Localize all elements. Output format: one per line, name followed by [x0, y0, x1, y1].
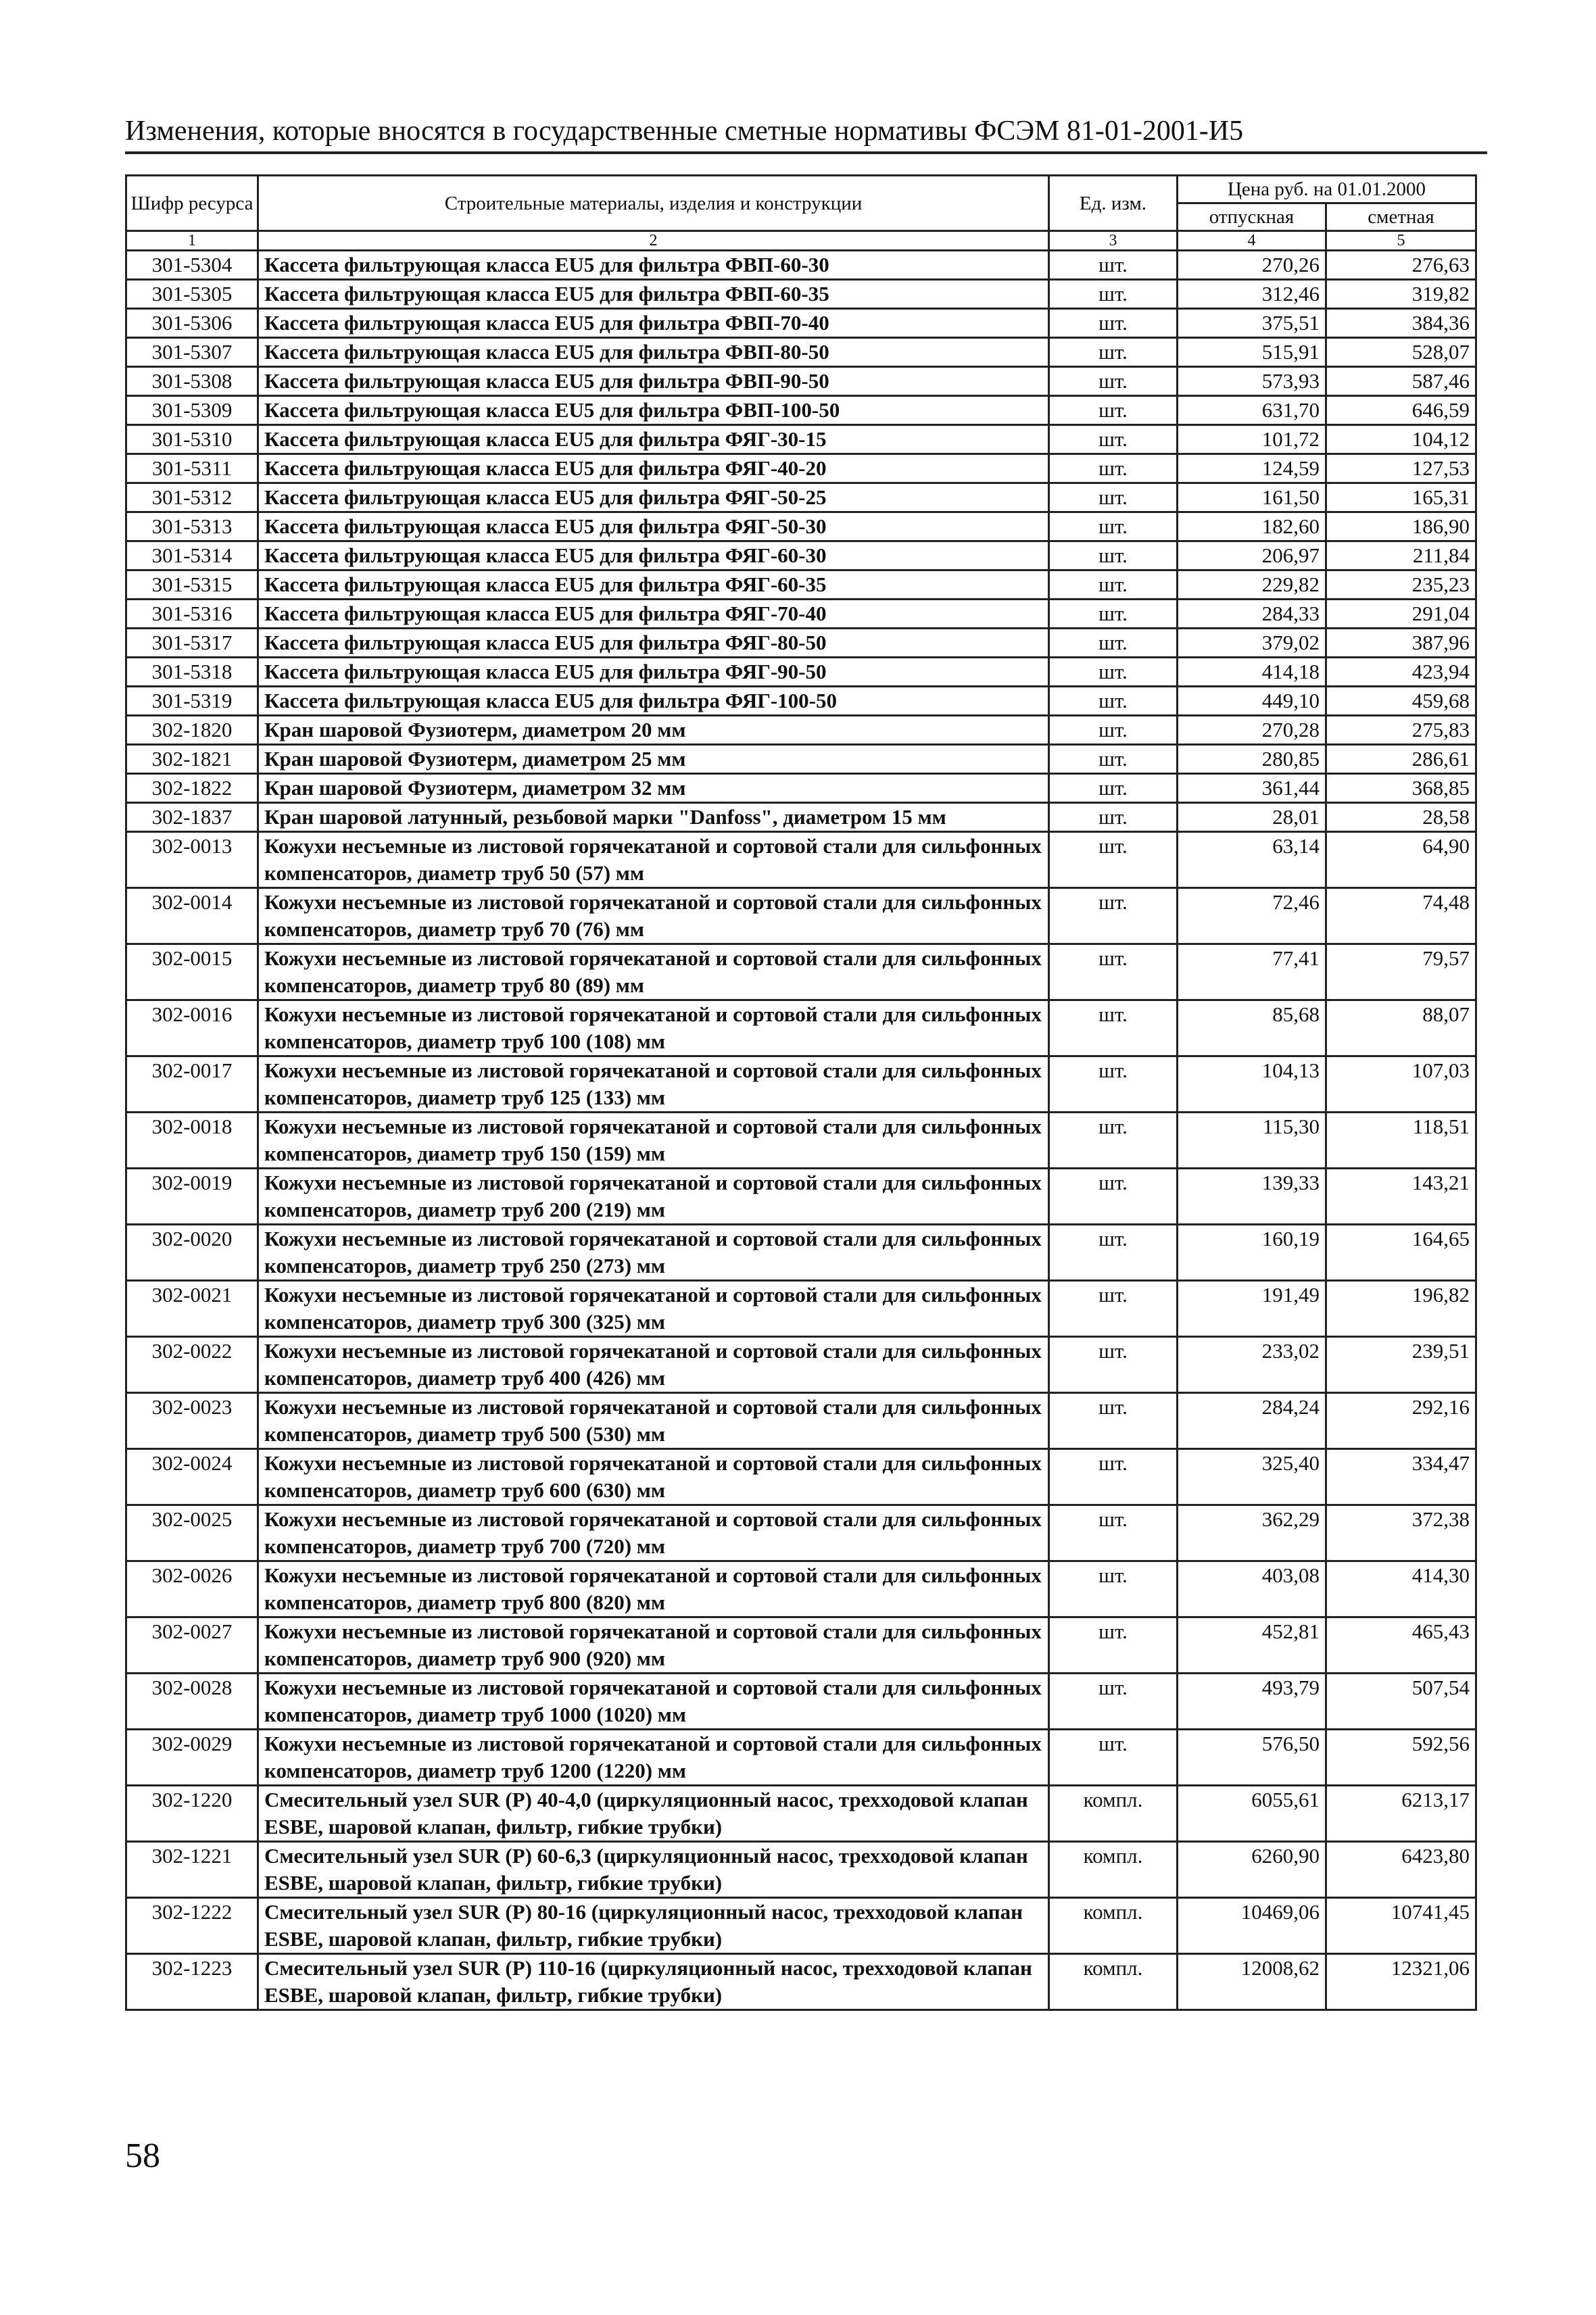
estimate-price: 276,63 — [1326, 251, 1476, 280]
table-row — [126, 367, 1476, 396]
material-name: Кассета фильтрующая класса EU5 для фильтра ФЯГ-70-40 — [258, 600, 1049, 629]
table-row — [126, 1617, 1476, 1674]
estimate-price: 74,48 — [1326, 888, 1476, 944]
unit-of-measure: компл. — [1049, 1954, 1178, 2010]
release-price: 160,19 — [1178, 1225, 1326, 1281]
estimate-price: 292,16 — [1326, 1393, 1476, 1449]
estimate-price: 239,51 — [1326, 1337, 1476, 1393]
table-row — [126, 1393, 1476, 1449]
column-number: 1 — [126, 231, 258, 251]
release-price: 6055,61 — [1178, 1786, 1326, 1842]
resource-code: 301-5315 — [126, 570, 258, 600]
release-price: 515,91 — [1178, 338, 1326, 367]
release-price: 229,82 — [1178, 570, 1326, 600]
release-price: 270,26 — [1178, 251, 1326, 280]
estimate-price: 164,65 — [1326, 1225, 1476, 1281]
release-price: 233,02 — [1178, 1337, 1326, 1393]
material-name: Кран шаровой Фузиотерм, диаметром 25 мм — [258, 745, 1049, 774]
resource-code: 301-5319 — [126, 687, 258, 716]
unit-of-measure: шт. — [1049, 425, 1178, 454]
release-price: 493,79 — [1178, 1674, 1326, 1730]
resource-code: 302-0029 — [126, 1730, 258, 1786]
col-header-estimate-price: сметная — [1326, 203, 1476, 231]
table-row — [126, 1561, 1476, 1617]
estimate-price: 143,21 — [1326, 1169, 1476, 1225]
table-row — [126, 832, 1476, 888]
resource-code: 302-0021 — [126, 1281, 258, 1337]
unit-of-measure: шт. — [1049, 483, 1178, 512]
resource-code: 301-5316 — [126, 600, 258, 629]
table-row — [126, 1898, 1476, 1954]
table-row — [126, 309, 1476, 338]
unit-of-measure: шт. — [1049, 1000, 1178, 1056]
release-price: 379,02 — [1178, 629, 1326, 658]
unit-of-measure: шт. — [1049, 1281, 1178, 1337]
resource-code: 302-0022 — [126, 1337, 258, 1393]
unit-of-measure: шт. — [1049, 629, 1178, 658]
material-name: Кассета фильтрующая класса EU5 для фильтра ФЯГ-80-50 — [258, 629, 1049, 658]
release-price: 280,85 — [1178, 745, 1326, 774]
estimate-price: 465,43 — [1326, 1617, 1476, 1674]
unit-of-measure: шт. — [1049, 716, 1178, 745]
column-number: 5 — [1326, 231, 1476, 251]
material-name: Кожухи несъемные из листовой горячекатаной и сортовой стали для сильфонных компенсаторов, диаметр труб 50 (57) мм — [258, 832, 1049, 888]
estimate-price: 528,07 — [1326, 338, 1476, 367]
unit-of-measure: шт. — [1049, 600, 1178, 629]
table-row — [126, 1842, 1476, 1898]
release-price: 182,60 — [1178, 512, 1326, 541]
release-price: 6260,90 — [1178, 1842, 1326, 1898]
release-price: 414,18 — [1178, 658, 1326, 687]
material-name: Кожухи несъемные из листовой горячекатаной и сортовой стали для сильфонных компенсаторов, диаметр труб 800 (820) мм — [258, 1561, 1049, 1617]
table-row — [126, 1505, 1476, 1561]
estimate-price: 211,84 — [1326, 541, 1476, 570]
estimate-price: 507,54 — [1326, 1674, 1476, 1730]
release-price: 284,33 — [1178, 600, 1326, 629]
table-row — [126, 1674, 1476, 1730]
unit-of-measure: компл. — [1049, 1898, 1178, 1954]
release-price: 325,40 — [1178, 1449, 1326, 1505]
material-name: Кожухи несъемные из листовой горячекатаной и сортовой стали для сильфонных компенсаторов, диаметр труб 250 (273) мм — [258, 1225, 1049, 1281]
unit-of-measure: компл. — [1049, 1786, 1178, 1842]
material-name: Кассета фильтрующая класса EU5 для фильтра ФВП-60-30 — [258, 251, 1049, 280]
table-row — [126, 1337, 1476, 1393]
material-name: Кран шаровой Фузиотерм, диаметром 32 мм — [258, 774, 1049, 803]
release-price: 403,08 — [1178, 1561, 1326, 1617]
table-row — [126, 888, 1476, 944]
release-price: 206,97 — [1178, 541, 1326, 570]
material-name: Кран шаровой Фузиотерм, диаметром 20 мм — [258, 716, 1049, 745]
unit-of-measure: шт. — [1049, 251, 1178, 280]
estimate-price: 6213,17 — [1326, 1786, 1476, 1842]
resource-code: 302-1822 — [126, 774, 258, 803]
release-price: 77,41 — [1178, 944, 1326, 1000]
estimate-price: 127,53 — [1326, 454, 1476, 483]
material-name: Кожухи несъемные из листовой горячекатаной и сортовой стали для сильфонных компенсаторов, диаметр труб 70 (76) мм — [258, 888, 1049, 944]
material-name: Кассета фильтрующая класса EU5 для фильтра ФЯГ-60-30 — [258, 541, 1049, 570]
estimate-price: 12321,06 — [1326, 1954, 1476, 2010]
table-row — [126, 1730, 1476, 1786]
unit-of-measure: компл. — [1049, 1842, 1178, 1898]
estimate-price: 334,47 — [1326, 1449, 1476, 1505]
estimate-price: 235,23 — [1326, 570, 1476, 600]
col-header-release-price: отпускная — [1178, 203, 1326, 231]
material-name: Кассета фильтрующая класса EU5 для фильтра ФЯГ-30-15 — [258, 425, 1049, 454]
resource-code: 302-1221 — [126, 1842, 258, 1898]
resource-code: 301-5314 — [126, 541, 258, 570]
material-name: Смесительный узел SUR (P) 80-16 (циркуляционный насос, трехходовой клапан ESBE, шаровой клапан, фильтр, гибкие трубки) — [258, 1898, 1049, 1954]
table-row — [126, 483, 1476, 512]
material-name: Смесительный узел SUR (P) 60-6,3 (циркуляционный насос, трехходовой клапан ESBE, шаровой клапан, фильтр, гибкие трубки) — [258, 1842, 1049, 1898]
resource-code: 301-5306 — [126, 309, 258, 338]
table-row — [126, 338, 1476, 367]
unit-of-measure: шт. — [1049, 658, 1178, 687]
release-price: 63,14 — [1178, 832, 1326, 888]
resource-code: 301-5308 — [126, 367, 258, 396]
material-name: Кожухи несъемные из листовой горячекатаной и сортовой стали для сильфонных компенсаторов, диаметр труб 150 (159) мм — [258, 1113, 1049, 1169]
unit-of-measure: шт. — [1049, 888, 1178, 944]
estimate-price: 368,85 — [1326, 774, 1476, 803]
resource-code: 302-0023 — [126, 1393, 258, 1449]
material-name: Кассета фильтрующая класса EU5 для фильтра ФЯГ-60-35 — [258, 570, 1049, 600]
release-price: 375,51 — [1178, 309, 1326, 338]
release-price: 161,50 — [1178, 483, 1326, 512]
table-row — [126, 1169, 1476, 1225]
resource-code: 302-0026 — [126, 1561, 258, 1617]
material-name: Кожухи несъемные из листовой горячекатаной и сортовой стали для сильфонных компенсаторов, диаметр труб 1000 (1020) мм — [258, 1674, 1049, 1730]
unit-of-measure: шт. — [1049, 570, 1178, 600]
release-price: 115,30 — [1178, 1113, 1326, 1169]
resource-code: 301-5304 — [126, 251, 258, 280]
material-name: Кожухи несъемные из листовой горячекатаной и сортовой стали для сильфонных компенсаторов, диаметр труб 1200 (1220) мм — [258, 1730, 1049, 1786]
release-price: 12008,62 — [1178, 1954, 1326, 2010]
material-name: Смесительный узел SUR (P) 40-4,0 (циркуляционный насос, трехходовой клапан ESBE, шаровой клапан, фильтр, гибкие трубки) — [258, 1786, 1049, 1842]
table-row — [126, 803, 1476, 832]
col-header-price-group: Цена руб. на 01.01.2000 — [1178, 176, 1476, 203]
estimate-price: 107,03 — [1326, 1056, 1476, 1113]
unit-of-measure: шт. — [1049, 338, 1178, 367]
material-name: Кожухи несъемные из листовой горячекатаной и сортовой стали для сильфонных компенсаторов, диаметр труб 300 (325) мм — [258, 1281, 1049, 1337]
materials-price-table — [125, 174, 1477, 2011]
estimate-price: 384,36 — [1326, 309, 1476, 338]
table-row — [126, 1056, 1476, 1113]
table-row — [126, 716, 1476, 745]
column-number: 4 — [1178, 231, 1326, 251]
estimate-price: 165,31 — [1326, 483, 1476, 512]
release-price: 576,50 — [1178, 1730, 1326, 1786]
table-row — [126, 512, 1476, 541]
table-row — [126, 1786, 1476, 1842]
unit-of-measure: шт. — [1049, 832, 1178, 888]
estimate-price: 64,90 — [1326, 832, 1476, 888]
resource-code: 301-5318 — [126, 658, 258, 687]
estimate-price: 275,83 — [1326, 716, 1476, 745]
release-price: 362,29 — [1178, 1505, 1326, 1561]
material-name: Кожухи несъемные из листовой горячекатаной и сортовой стали для сильфонных компенсаторов, диаметр труб 500 (530) мм — [258, 1393, 1049, 1449]
estimate-price: 423,94 — [1326, 658, 1476, 687]
header-row-1 — [126, 176, 1476, 203]
resource-code: 302-1223 — [126, 1954, 258, 2010]
resource-code: 302-0020 — [126, 1225, 258, 1281]
material-name: Кассета фильтрующая класса EU5 для фильтра ФЯГ-100-50 — [258, 687, 1049, 716]
material-name: Кассета фильтрующая класса EU5 для фильтра ФЯГ-90-50 — [258, 658, 1049, 687]
unit-of-measure: шт. — [1049, 1505, 1178, 1561]
unit-of-measure: шт. — [1049, 280, 1178, 309]
table-row — [126, 944, 1476, 1000]
table-row — [126, 774, 1476, 803]
resource-code: 302-1820 — [126, 716, 258, 745]
material-name: Кожухи несъемные из листовой горячекатаной и сортовой стали для сильфонных компенсаторов, диаметр труб 400 (426) мм — [258, 1337, 1049, 1393]
unit-of-measure: шт. — [1049, 774, 1178, 803]
table-row — [126, 600, 1476, 629]
resource-code: 301-5313 — [126, 512, 258, 541]
material-name: Кассета фильтрующая класса EU5 для фильтра ФЯГ-50-30 — [258, 512, 1049, 541]
table-row — [126, 1000, 1476, 1056]
material-name: Кассета фильтрующая класса EU5 для фильтра ФВП-100-50 — [258, 396, 1049, 425]
unit-of-measure: шт. — [1049, 512, 1178, 541]
unit-of-measure: шт. — [1049, 687, 1178, 716]
resource-code: 302-0014 — [126, 888, 258, 944]
table-row — [126, 541, 1476, 570]
table-row — [126, 280, 1476, 309]
release-price: 284,24 — [1178, 1393, 1326, 1449]
table-row — [126, 1954, 1476, 2010]
col-header-name: Строительные материалы, изделия и конструкции — [258, 176, 1049, 231]
material-name: Кран шаровой латунный, резьбовой марки "Danfoss", диаметром 15 мм — [258, 803, 1049, 832]
estimate-price: 118,51 — [1326, 1113, 1476, 1169]
release-price: 10469,06 — [1178, 1898, 1326, 1954]
estimate-price: 186,90 — [1326, 512, 1476, 541]
material-name: Смесительный узел SUR (P) 110-16 (циркуляционный насос, трехходовой клапан ESBE, шаровой клапан, фильтр, гибкие трубки) — [258, 1954, 1049, 2010]
material-name: Кассета фильтрующая класса EU5 для фильтра ФВП-60-35 — [258, 280, 1049, 309]
resource-code: 302-0017 — [126, 1056, 258, 1113]
estimate-price: 372,38 — [1326, 1505, 1476, 1561]
estimate-price: 387,96 — [1326, 629, 1476, 658]
material-name: Кассета фильтрующая класса EU5 для фильтра ФВП-90-50 — [258, 367, 1049, 396]
unit-of-measure: шт. — [1049, 396, 1178, 425]
resource-code: 302-0025 — [126, 1505, 258, 1561]
release-price: 104,13 — [1178, 1056, 1326, 1113]
table-row — [126, 658, 1476, 687]
material-name: Кассета фильтрующая класса EU5 для фильтра ФВП-70-40 — [258, 309, 1049, 338]
column-number: 3 — [1049, 231, 1178, 251]
unit-of-measure: шт. — [1049, 454, 1178, 483]
release-price: 72,46 — [1178, 888, 1326, 944]
resource-code: 302-1837 — [126, 803, 258, 832]
table-row — [126, 570, 1476, 600]
unit-of-measure: шт. — [1049, 1674, 1178, 1730]
estimate-price: 459,68 — [1326, 687, 1476, 716]
resource-code: 302-0028 — [126, 1674, 258, 1730]
release-price: 191,49 — [1178, 1281, 1326, 1337]
material-name: Кожухи несъемные из листовой горячекатаной и сортовой стали для сильфонных компенсаторов, диаметр труб 100 (108) мм — [258, 1000, 1049, 1056]
resource-code: 302-0015 — [126, 944, 258, 1000]
resource-code: 301-5305 — [126, 280, 258, 309]
estimate-price: 79,57 — [1326, 944, 1476, 1000]
resource-code: 301-5309 — [126, 396, 258, 425]
estimate-price: 104,12 — [1326, 425, 1476, 454]
resource-code: 302-0024 — [126, 1449, 258, 1505]
unit-of-measure: шт. — [1049, 1730, 1178, 1786]
resource-code: 301-5317 — [126, 629, 258, 658]
material-name: Кассета фильтрующая класса EU5 для фильтра ФЯГ-50-25 — [258, 483, 1049, 512]
table-row — [126, 687, 1476, 716]
unit-of-measure: шт. — [1049, 944, 1178, 1000]
release-price: 631,70 — [1178, 396, 1326, 425]
estimate-price: 286,61 — [1326, 745, 1476, 774]
material-name: Кожухи несъемные из листовой горячекатаной и сортовой стали для сильфонных компенсаторов, диаметр труб 900 (920) мм — [258, 1617, 1049, 1674]
unit-of-measure: шт. — [1049, 309, 1178, 338]
estimate-price: 196,82 — [1326, 1281, 1476, 1337]
table-body — [126, 251, 1476, 2010]
col-header-code: Шифр ресурса — [126, 176, 258, 231]
resource-code: 302-0027 — [126, 1617, 258, 1674]
resource-code: 301-5310 — [126, 425, 258, 454]
estimate-price: 28,58 — [1326, 803, 1476, 832]
release-price: 139,33 — [1178, 1169, 1326, 1225]
estimate-price: 414,30 — [1326, 1561, 1476, 1617]
page-number: 58 — [125, 2137, 160, 2175]
column-number: 2 — [258, 231, 1049, 251]
resource-code: 301-5307 — [126, 338, 258, 367]
estimate-price: 587,46 — [1326, 367, 1476, 396]
resource-code: 302-1222 — [126, 1898, 258, 1954]
release-price: 573,93 — [1178, 367, 1326, 396]
material-name: Кассета фильтрующая класса EU5 для фильтра ФЯГ-40-20 — [258, 454, 1049, 483]
table-row — [126, 425, 1476, 454]
page-header: Изменения, которые вносятся в государственные сметные нормативы ФСЭМ 81-01-2001-И5 — [125, 114, 1487, 154]
release-price: 270,28 — [1178, 716, 1326, 745]
unit-of-measure: шт. — [1049, 1393, 1178, 1449]
unit-of-measure: шт. — [1049, 1617, 1178, 1674]
estimate-price: 319,82 — [1326, 280, 1476, 309]
unit-of-measure: шт. — [1049, 1449, 1178, 1505]
unit-of-measure: шт. — [1049, 1113, 1178, 1169]
resource-code: 301-5312 — [126, 483, 258, 512]
table-row — [126, 629, 1476, 658]
release-price: 361,44 — [1178, 774, 1326, 803]
unit-of-measure: шт. — [1049, 803, 1178, 832]
resource-code: 302-0016 — [126, 1000, 258, 1056]
estimate-price: 88,07 — [1326, 1000, 1476, 1056]
unit-of-measure: шт. — [1049, 1561, 1178, 1617]
table-row — [126, 396, 1476, 425]
release-price: 101,72 — [1178, 425, 1326, 454]
unit-of-measure: шт. — [1049, 1056, 1178, 1113]
estimate-price: 6423,80 — [1326, 1842, 1476, 1898]
table-row — [126, 1225, 1476, 1281]
table-row — [126, 745, 1476, 774]
material-name: Кожухи несъемные из листовой горячекатаной и сортовой стали для сильфонных компенсаторов, диаметр труб 600 (630) мм — [258, 1449, 1049, 1505]
unit-of-measure: шт. — [1049, 367, 1178, 396]
column-number-row — [126, 231, 1476, 251]
resource-code: 302-1821 — [126, 745, 258, 774]
resource-code: 302-0013 — [126, 832, 258, 888]
release-price: 449,10 — [1178, 687, 1326, 716]
table-row — [126, 454, 1476, 483]
unit-of-measure: шт. — [1049, 1225, 1178, 1281]
material-name: Кожухи несъемные из листовой горячекатаной и сортовой стали для сильфонных компенсаторов, диаметр труб 700 (720) мм — [258, 1505, 1049, 1561]
table-row — [126, 251, 1476, 280]
estimate-price: 10741,45 — [1326, 1898, 1476, 1954]
estimate-price: 646,59 — [1326, 396, 1476, 425]
table-row — [126, 1449, 1476, 1505]
resource-code: 302-0018 — [126, 1113, 258, 1169]
resource-code: 301-5311 — [126, 454, 258, 483]
release-price: 28,01 — [1178, 803, 1326, 832]
release-price: 85,68 — [1178, 1000, 1326, 1056]
unit-of-measure: шт. — [1049, 1169, 1178, 1225]
col-header-unit: Ед. изм. — [1049, 176, 1178, 231]
table-header — [126, 176, 1476, 251]
unit-of-measure: шт. — [1049, 541, 1178, 570]
estimate-price: 291,04 — [1326, 600, 1476, 629]
resource-code: 302-0019 — [126, 1169, 258, 1225]
material-name: Кожухи несъемные из листовой горячекатаной и сортовой стали для сильфонных компенсаторов, диаметр труб 80 (89) мм — [258, 944, 1049, 1000]
release-price: 452,81 — [1178, 1617, 1326, 1674]
table-row — [126, 1113, 1476, 1169]
unit-of-measure: шт. — [1049, 745, 1178, 774]
estimate-price: 592,56 — [1326, 1730, 1476, 1786]
unit-of-measure: шт. — [1049, 1337, 1178, 1393]
material-name: Кожухи несъемные из листовой горячекатаной и сортовой стали для сильфонных компенсаторов, диаметр труб 200 (219) мм — [258, 1169, 1049, 1225]
release-price: 124,59 — [1178, 454, 1326, 483]
release-price: 312,46 — [1178, 280, 1326, 309]
table-row — [126, 1281, 1476, 1337]
material-name: Кассета фильтрующая класса EU5 для фильтра ФВП-80-50 — [258, 338, 1049, 367]
material-name: Кожухи несъемные из листовой горячекатаной и сортовой стали для сильфонных компенсаторов, диаметр труб 125 (133) мм — [258, 1056, 1049, 1113]
resource-code: 302-1220 — [126, 1786, 258, 1842]
